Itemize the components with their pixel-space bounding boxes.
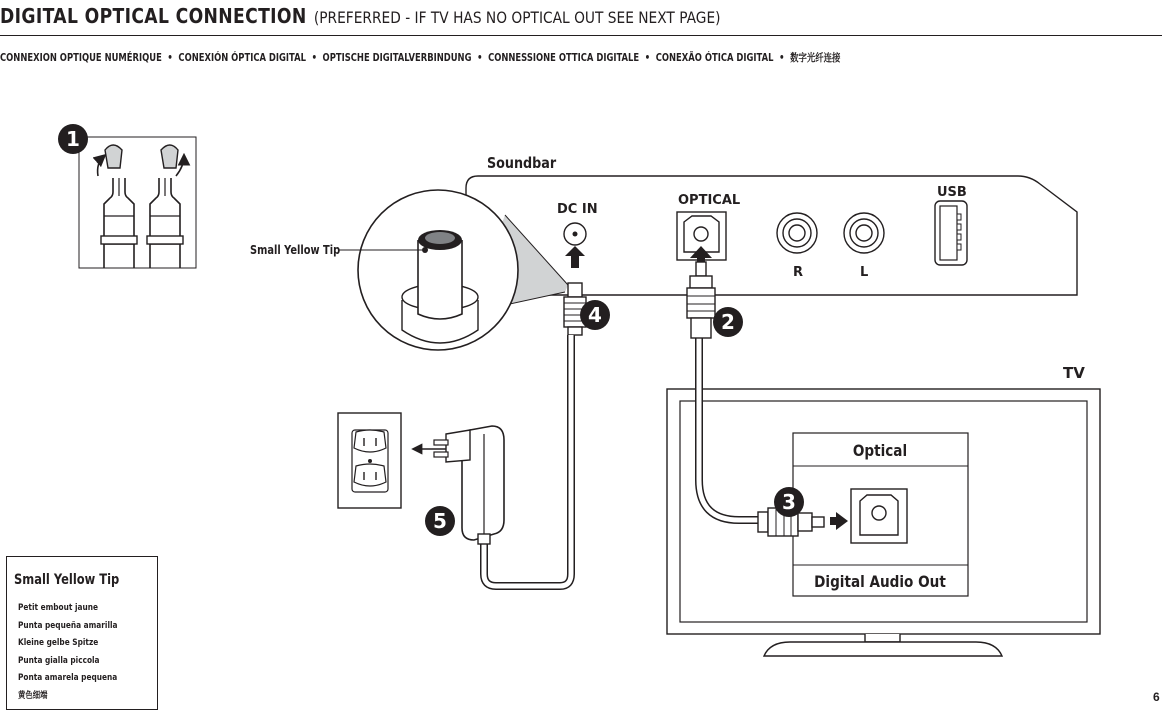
step-number-1: 1	[66, 127, 80, 151]
step1-panel	[79, 137, 196, 268]
callout-label: Small Yellow Tip	[250, 243, 341, 258]
step-number-4: 4	[588, 303, 602, 327]
step-number-2: 2	[721, 310, 735, 334]
translation-pt: CONEXÃO ÓTICA DIGITAL	[655, 52, 774, 64]
translation-zh: 数字光纤连接	[790, 52, 841, 64]
usb-label: USB	[937, 185, 967, 200]
legend-item-es: Punta pequeña amarilla	[18, 620, 118, 631]
translation-de: OPTISCHE DIGITALVERBINDUNG	[322, 52, 472, 64]
step-number-3: 3	[782, 490, 796, 514]
r-label: R	[793, 265, 804, 280]
page-number: 6	[1153, 690, 1160, 704]
separator: •	[311, 52, 317, 64]
title-main: DIGITAL OPTICAL CONNECTION	[0, 4, 307, 28]
translation-es: CONEXIÓN ÓPTICA DIGITAL	[178, 52, 306, 64]
rca-jack-l	[844, 213, 884, 253]
title-subtitle: (PREFERRED - IF TV HAS NO OPTICAL OUT SEE NEXT PAGE)	[313, 8, 721, 27]
separator: •	[167, 52, 173, 64]
step-badge-5	[425, 506, 455, 536]
step-badge-1	[58, 124, 88, 154]
step-badge-2	[713, 307, 743, 337]
tv	[667, 364, 1100, 656]
wall-outlet	[338, 413, 446, 508]
soundbar-label: Soundbar	[487, 155, 557, 173]
step-badge-3	[774, 487, 804, 517]
translation-it: CONNESSIONE OTTICA DIGITALE	[488, 52, 640, 64]
legend-item-de: Kleine gelbe Spitze	[18, 638, 99, 648]
legend-item-fr: Petit embout jaune	[18, 603, 99, 613]
rca-jack-r	[777, 213, 817, 253]
legend-title: Small Yellow Tip	[14, 572, 120, 588]
separator: •	[644, 52, 651, 64]
tv-panel-bottom-label: Digital Audio Out	[814, 572, 946, 592]
optical-label: OPTICAL	[678, 193, 741, 208]
legend-item-it: Punta gialla piccola	[18, 655, 100, 666]
step-badge-4	[580, 300, 610, 330]
dc-in-label: DC IN	[557, 202, 598, 217]
legend-item-pt: Ponta amarela pequena	[18, 673, 118, 683]
legend-list	[18, 600, 139, 705]
separator: •	[779, 52, 785, 64]
tv-label: TV	[1063, 364, 1085, 382]
l-label: L	[860, 265, 869, 280]
translation-fr: CONNEXION OPTIQUE NUMÉRIQUE	[0, 52, 162, 64]
legend-item-zh: 黄色细端	[18, 690, 48, 701]
step-number-5: 5	[433, 509, 447, 533]
tv-panel-top-label: Optical	[852, 441, 908, 461]
separator: •	[477, 52, 483, 64]
